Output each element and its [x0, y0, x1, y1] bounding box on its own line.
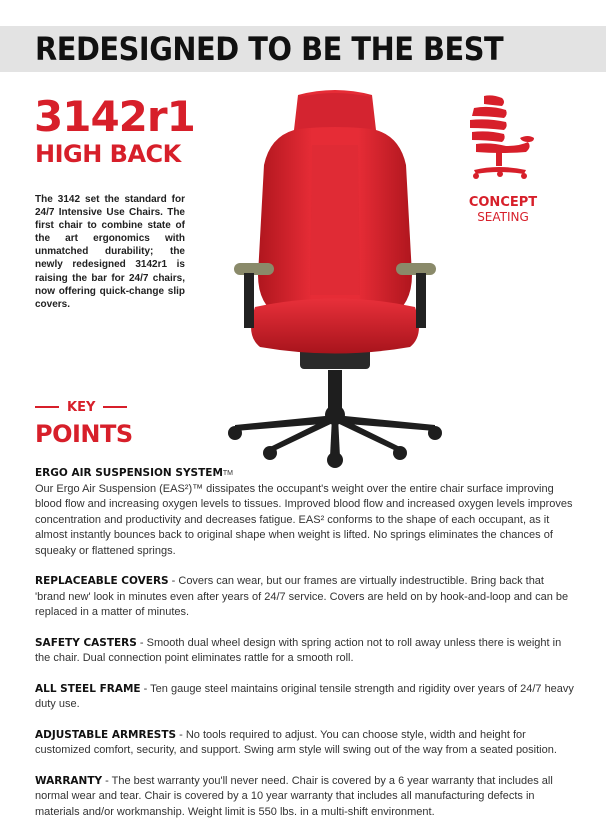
feature-warranty [35, 774, 575, 821]
feature-name: REPLACEABLE COVERS [35, 575, 169, 587]
feature-name: ERGO AIR SUSPENSION SYSTEM [35, 467, 223, 479]
key-line-left [35, 406, 59, 408]
trademark-mark: TM [222, 470, 233, 477]
feature-list [35, 466, 575, 835]
product-subtitle: HIGH BACK [35, 140, 181, 168]
feature-steel-frame [35, 682, 575, 713]
chair-logo-icon [462, 92, 540, 182]
feature-text: No tools required to adjust. You can choose style, width and height for customized comfort, security, and support. Swing arm style will swing out of the way from a seated position. [35, 728, 557, 756]
feature-separator: - [176, 728, 186, 741]
key-line-right [103, 406, 127, 408]
product-model: 3142r1 [34, 92, 195, 141]
logo-sub: SEATING [477, 210, 529, 224]
feature-separator: - [140, 682, 151, 695]
feature-name: SAFETY CASTERS [35, 636, 137, 649]
feature-text: Covers can wear, but our frames are virtually indestructible. Bring back that 'brand new' look in minutes even after years of 24/7 service. Covers are held on by hook-and-loop and can be replaced in a matter of minutes. [35, 575, 569, 618]
feature-name: ADJUSTABLE ARMRESTS [35, 728, 177, 741]
feature-replaceable-covers [35, 574, 575, 621]
product-intro: The 3142 set the standard for 24/7 Intensive Use Chairs. The first chair to combine state of the art ergonomics with unmatched durability; the newly redesigned 3142r1 is raising the bar for 24/7 chairs, now offering quick-change slip covers. [35, 194, 185, 310]
feature-ergo-air [35, 466, 575, 559]
chair-image [200, 85, 470, 470]
key-label: KEY [67, 399, 96, 415]
feature-text: Our Ergo Air Suspension (EAS²)™ dissipates the occupant's weight over the entire chair surface improving blood flow and increasing oxygen levels to tissues. Improved blood flow and increased oxygen levels improves concentration and productivity and decreases fatigue. EAS² conforms to the shape of each occupant, as it almost instantly bounces back to original shape when weight is lifted. No springs eliminates the chances of squeaky or flattened springs. [35, 482, 573, 557]
feature-text: Smooth dual wheel design with spring action not to roll away unless there is weight in the chair. Dual connection point eliminates rattle for a smooth roll. [35, 636, 562, 664]
key-heading [35, 398, 127, 416]
feature-armrests [35, 728, 575, 759]
feature-text: The best warranty you'll never need. Chair is covered by a 6 year warranty that includes all normal wear and tear. Chair is covered by a 10 year warranty that includes all manufacturing defects in materials and/or workmanship. Weight limit is 550 lbs. in a multi-shift environment. [35, 774, 553, 818]
logo-name: CONCEPT [468, 195, 538, 210]
page-title: REDESIGNED TO BE THE BEST [35, 30, 504, 68]
feature-separator: - [136, 636, 147, 649]
points-heading: POINTS [35, 420, 133, 448]
feature-safety-casters [35, 636, 575, 667]
feature-name: WARRANTY [35, 774, 103, 787]
feature-separator: - [102, 774, 112, 787]
feature-text: Ten gauge steel maintains original tensile strength and rigidity over years of 24/7 heavy duty use. [35, 682, 574, 710]
feature-separator: - [168, 575, 179, 587]
feature-name: ALL STEEL FRAME [35, 682, 141, 695]
